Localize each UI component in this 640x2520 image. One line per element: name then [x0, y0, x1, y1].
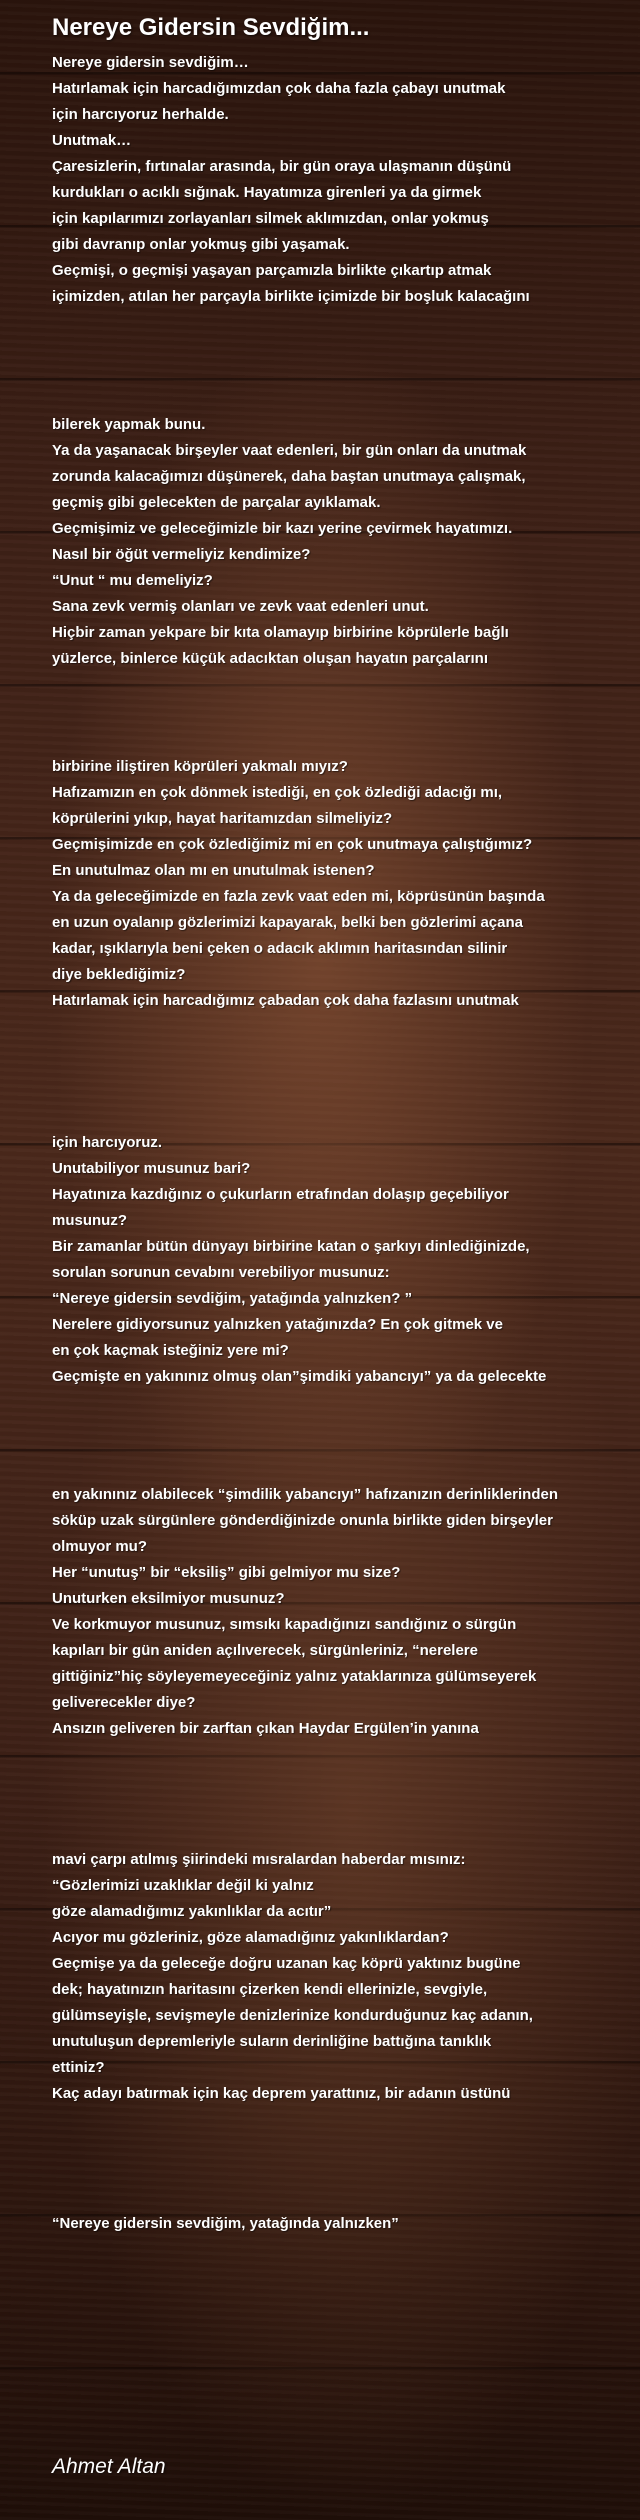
poem-line: Geçmişi, o geçmişi yaşayan parçamızla birlikte çıkartıp atmak [52, 262, 492, 279]
poem-line: bilerek yapmak bunu. [52, 416, 206, 433]
poem-line: Acıyor mu gözleriniz, göze alamadığınız yakınlıklardan? [52, 1929, 449, 1946]
poem-line: Hafızamızın en çok dönmek istediği, en çok özlediği adacığı mı, [52, 784, 503, 801]
poem-line: unutuluşun depremleriyle suların derinliğine battığına tanıklık [52, 2033, 492, 2050]
stanza-4 [52, 1130, 612, 1390]
poem-line: “Gözlerimizi uzaklıklar değil ki yalnız [52, 1877, 314, 1894]
poem-line: kadar, ışıklarıyla beni çeken o adacık aklımın haritasından silinir [52, 940, 508, 957]
poem-line: mavi çarpı atılmış şiirindeki mısralardan haberdar mısınız: [52, 1851, 466, 1868]
poem-line: kapıları bir gün aniden açılıverecek, sürgünleriniz, “nerelere [52, 1642, 478, 1659]
poem-line: “Nereye gidersin sevdiğim, yatağında yalnızken? ” [52, 1290, 413, 1307]
poem-line: gülümseyişle, sevişmeyle denizlerinize kondurduğunuz kaç adanın, [52, 2007, 533, 2024]
poem-line: için kapılarımızı zorlayanları silmek aklımızdan, onlar yokmuş [52, 210, 489, 227]
stanza-2 [52, 412, 612, 672]
poem-line: Ansızın geliveren bir zarftan çıkan Haydar Ergülen’in yanına [52, 1720, 479, 1737]
poem-line: Unutabiliyor musunuz bari? [52, 1160, 251, 1177]
poem-line: ettiniz? [52, 2059, 105, 2076]
poem-author: Ahmet Altan [52, 2455, 166, 2478]
poem-line: Hiçbir zaman yekpare bir kıta olamayıp birbirine köprülerle bağlı [52, 624, 509, 641]
poem-line: musunuz? [52, 1212, 127, 1229]
poem-line: dek; hayatınızın haritasını çizerken kendi ellerinizle, sevgiyle, [52, 1981, 488, 1998]
poem-line: göze alamadığımız yakınlıklar da acıtır” [52, 1903, 332, 1920]
poem-line: Her “unutuş” bir “eksiliş” gibi gelmiyor mu size? [52, 1564, 401, 1581]
poem-title: Nereye Gidersin Sevdiğim... [52, 14, 370, 41]
poem-line: En unutulmaz olan mı en unutulmak istenen? [52, 862, 375, 879]
poem-line: olmuyor mu? [52, 1538, 148, 1555]
poem-line: Geçmişte en yakınınız olmuş olan”şimdiki yabancıyı” ya da gelecekte [52, 1368, 547, 1385]
poem-line: Ve korkmuyor musunuz, sımsıkı kapadığınızı sandığınız o sürgün [52, 1616, 517, 1633]
poem-line: yüzlerce, binlerce küçük adacıktan oluşan hayatın parçalarını [52, 650, 489, 667]
poem-line: Ya da yaşanacak birşeyler vaat edenleri, bir gün onları da unutmak [52, 442, 527, 459]
poem-line: için harcıyoruz herhalde. [52, 106, 229, 123]
poem-line: Ya da geleceğimizde en fazla zevk vaat eden mi, köprüsünün başında [52, 888, 545, 905]
poem-line: Sana zevk vermiş olanları ve zevk vaat edenleri unut. [52, 598, 429, 615]
poem-line: gittiğiniz”hiç söyleyemeyeceğiniz yalnız yataklarınıza gülümseyerek [52, 1668, 537, 1685]
poem-line: Nerelere gidiyorsunuz yalnızken yatağınızda? En çok gitmek ve [52, 1316, 503, 1333]
poem-line: Hayatınıza kazdığınız o çukurların etrafından dolaşıp geçebiliyor [52, 1186, 509, 1203]
poem-line: en çok kaçmak isteğiniz yere mi? [52, 1342, 289, 1359]
poem-line: için harcıyoruz. [52, 1134, 163, 1151]
poem-line: Unuturken eksilmiyor musunuz? [52, 1590, 285, 1607]
poem-line: köprülerini yıkıp, hayat haritamızdan silmeliyiz? [52, 810, 393, 827]
poem-line: Bir zamanlar bütün dünyayı birbirine katan o şarkıyı dinlediğinizde, [52, 1238, 530, 1255]
poem-line: geçmiş gibi gelecekten de parçalar ayıklamak. [52, 494, 381, 511]
stanza-6 [52, 1847, 612, 2107]
poem-line: Geçmişimiz ve geleceğimizle bir kazı yerine çevirmek hayatımızı. [52, 520, 513, 537]
poem-line: “Unut “ mu demeliyiz? [52, 572, 213, 589]
poem-line: Hatırlamak için harcadığımız çabadan çok daha fazlasını unutmak [52, 992, 519, 1009]
poem-line: Kaç adayı batırmak için kaç deprem yarattınız, bir adanın üstünü [52, 2085, 511, 2102]
poem-line: Geçmişe ya da geleceğe doğru uzanan kaç köprü yaktınız bugüne [52, 1955, 521, 1972]
poem-line: birbirine iliştiren köprüleri yakmalı mıyız? [52, 758, 348, 775]
poem-line: kurdukları o acıklı sığınak. Hayatımıza girenleri ya da girmek [52, 184, 482, 201]
poem-line: içimizden, atılan her parçayla birlikte içimizde bir boşluk kalacağını [52, 288, 530, 305]
poem-line: Nasıl bir öğüt vermeliyiz kendimize? [52, 546, 311, 563]
poem-line: Geçmişimizde en çok özlediğimiz mi en çok unutmaya çalıştığımız? [52, 836, 533, 853]
stanza-3 [52, 754, 612, 1014]
poem-line: gibi davranıp onlar yokmuş gibi yaşamak. [52, 236, 350, 253]
poem-line: Çaresizlerin, fırtınalar arasında, bir gün oraya ulaşmanın düşünü [52, 158, 512, 175]
poem-line: geliverecekler diye? [52, 1694, 196, 1711]
poem-line: zorunda kalacağımızı düşünerek, daha baştan unutmaya çalışmak, [52, 468, 526, 485]
poem-line: sorulan sorunun cevabını verebiliyor musunuz: [52, 1264, 390, 1281]
poem-line: “Nereye gidersin sevdiğim, yatağında yalnızken” [52, 2215, 399, 2232]
poem-line: en uzun oyalanıp gözlerimizi kapayarak, belki ben gözlerimi açana [52, 914, 523, 931]
stanza-5 [52, 1482, 612, 1742]
poem-line: söküp uzak sürgünlere gönderdiğinizde onunla birlikte giden birşeyler [52, 1512, 553, 1529]
poem-line: Nereye gidersin sevdiğim… [52, 54, 249, 71]
closing-stanza [52, 2211, 612, 2237]
poem-line: Unutmak… [52, 132, 132, 149]
poem-line: Hatırlamak için harcadığımızdan çok daha fazla çabayı unutmak [52, 80, 506, 97]
poem-line: diye beklediğimiz? [52, 966, 186, 983]
poem-line: en yakınınız olabilecek “şimdilik yabancıyı” hafızanızın derinliklerinden [52, 1486, 558, 1503]
stanza-1 [52, 50, 612, 310]
